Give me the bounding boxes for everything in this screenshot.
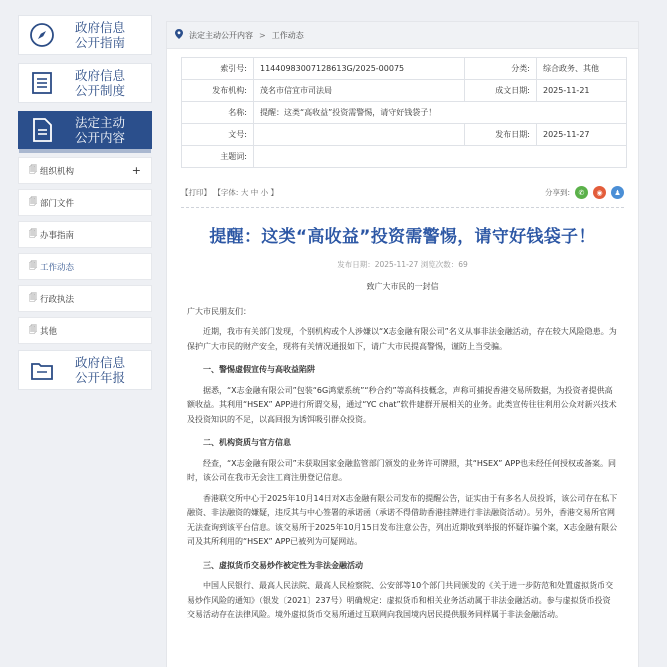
- compass-icon: [19, 22, 65, 48]
- paragraph: 近期，我市有关部门发现，个别机构或个人涉嫌以“X志金融有限公司”名义从事非法金融活动，存在较大风险隐患。为保护广大市民的财产安全，现将有关情况通报如下，请广大市民提高警惕，谨防上当受骗。: [187, 327, 617, 351]
- letter-title: 致广大市民的一封信: [366, 282, 439, 291]
- paragraph: 经查，“X志金融有限公司”未获取国家金融监管部门颁发的业务许可牌照，其“HSEX” APP也未经任何授权或备案。同时，该公司在我市无会注工商注册登记信息。: [187, 458, 617, 482]
- article-body: [167, 280, 638, 623]
- font-suffix: 】: [270, 188, 278, 197]
- breadcrumb-current[interactable]: 工作动态: [271, 30, 304, 40]
- subnav-item-guide[interactable]: 🗐 办事指南: [18, 221, 152, 248]
- paragraph: 香港联交所中心于2025年10月14日对X志金融有限公司发布的提醒公告，证实由于有多名人员投诉，该公司存在私下融资、非法融资的嫌疑，违反其与中心签署的承诺函（承诺不得借助香港挂牌进行非法融资活动）。另外，香港交易所官网无法查询到该平台信息。该交易所于2025年10月15日发布注意公告，列出近期收到举报的怀疑诈骗个案，X志金融有限公司及其所利用的“HSEX” APP已被列为可疑网站。: [187, 493, 618, 546]
- agency-label: 发布机构:: [182, 80, 254, 102]
- pubdate-value: 2025-11-27: [537, 124, 627, 146]
- index-value: 11440983007128613G/2025-00075: [254, 58, 465, 80]
- subject-value: [254, 146, 627, 168]
- created-label: 成文日期:: [465, 80, 537, 102]
- subnav-item-enforcement[interactable]: 🗐 行政执法: [18, 285, 152, 312]
- category-label: 分类:: [465, 58, 537, 80]
- subject-label: 主题词:: [182, 146, 254, 168]
- expand-icon[interactable]: +: [131, 164, 141, 177]
- share-label: 分享到:: [544, 188, 570, 197]
- created-value: 2025-11-21: [537, 80, 627, 102]
- subnav-item-news[interactable]: 🗐 工作动态: [18, 253, 152, 280]
- breadcrumb: [167, 22, 638, 49]
- sidebar: [18, 15, 152, 398]
- document-list-icon: [19, 70, 65, 96]
- font-large-button[interactable]: 大: [240, 188, 249, 197]
- nav-active-content-label: 法定主动 公开内容: [75, 115, 126, 145]
- subnav-item-org[interactable]: 🗐 组织机构 +: [18, 157, 152, 184]
- name-label: 名称:: [182, 102, 254, 124]
- greeting: 广大市民朋友们：: [187, 306, 251, 316]
- agency-value: 茂名市信宜市司法局: [254, 80, 465, 102]
- share-bar: [545, 186, 624, 199]
- print-button[interactable]: 【打印】: [181, 188, 211, 197]
- doc-small-icon: 🗐: [29, 196, 37, 206]
- nav-annual-report[interactable]: [18, 350, 152, 390]
- breadcrumb-parent[interactable]: 法定主动公开内容: [189, 30, 253, 40]
- font-prefix: 【字体:: [213, 188, 239, 197]
- article-toolbar: [181, 186, 624, 208]
- article-pubinfo: 发布日期：2025-11-27 浏览次数：69: [337, 260, 468, 269]
- font-tools: [181, 187, 278, 198]
- index-label: 索引号:: [182, 58, 254, 80]
- docno-value: [254, 124, 465, 146]
- qq-icon[interactable]: ♟: [611, 186, 624, 199]
- subnav-item-files[interactable]: 🗐 部门文件: [18, 189, 152, 216]
- section-heading: 二、机构资质与官方信息: [203, 438, 291, 447]
- subnav-item-other[interactable]: 🗐 其他: [18, 317, 152, 344]
- metadata-table: [181, 57, 627, 168]
- nav-guide[interactable]: [18, 15, 152, 55]
- folder-icon: [19, 358, 65, 382]
- font-small-button[interactable]: 小: [260, 188, 269, 197]
- name-value: 提醒：这类“高收益”投资需警惕，请守好钱袋子！: [254, 102, 627, 124]
- category-value: 综合政务、其他: [537, 58, 627, 80]
- nav-guide-label: 政府信息 公开指南: [75, 20, 126, 50]
- doc-small-icon: 🗐: [29, 260, 37, 270]
- paragraph: 据悉，“X志金融有限公司”包装“6G鸿蒙系统”“秒合约”等高科技概念，声称可捕捉香港交易所数据，为投资者提供高额收益。其利用“HSEX” APP进行所谓交易，通过“YC chat”软件建群开展相关的业务。此类宣传往往利用公众对新兴技术及投资知识的不足，以高回报为诱饵吸引群众投资。: [187, 385, 617, 424]
- pubdate-label: 发布日期:: [465, 124, 537, 146]
- subnav: [18, 157, 152, 344]
- location-pin-icon: [175, 29, 183, 42]
- weibo-icon[interactable]: ◉: [593, 186, 606, 199]
- section-heading: 一、警惕虚假宣传与高收益陷阱: [203, 365, 315, 374]
- doc-small-icon: 🗐: [29, 292, 37, 302]
- doc-small-icon: 🗐: [29, 324, 37, 334]
- font-medium-button[interactable]: 中: [250, 188, 259, 197]
- nav-active-content[interactable]: [18, 111, 152, 149]
- docno-label: 文号:: [182, 124, 254, 146]
- paragraph: 中国人民银行、最高人民法院、最高人民检察院、公安部等10个部门共同颁发的《关于进一步防范和处置虚拟货币交易炒作风险的通知》（银发〔2021〕237号）明确规定：虚拟货币和相关业务活动属于非法金融活动。参与虚拟货币投资交易活动存在法律风险。境外虚拟货币交易所通过互联网向我国境内居民提供服务同样属于非法金融活动。: [187, 581, 614, 619]
- doc-small-icon: 🗐: [29, 228, 37, 238]
- breadcrumb-separator: >: [259, 30, 266, 40]
- wechat-icon[interactable]: ✆: [575, 186, 588, 199]
- article-title: 提醒：这类“高收益”投资需警惕，请守好钱袋子！: [209, 227, 596, 247]
- nav-annual-report-label: 政府信息 公开年报: [75, 355, 126, 385]
- document-icon: [19, 117, 65, 143]
- section-heading: 三、虚拟货币交易炒作被定性为非法金融活动: [203, 560, 363, 570]
- nav-system-label: 政府信息 公开制度: [75, 68, 126, 98]
- content-panel: [166, 21, 639, 667]
- doc-small-icon: 🗐: [29, 164, 37, 174]
- nav-system[interactable]: [18, 63, 152, 103]
